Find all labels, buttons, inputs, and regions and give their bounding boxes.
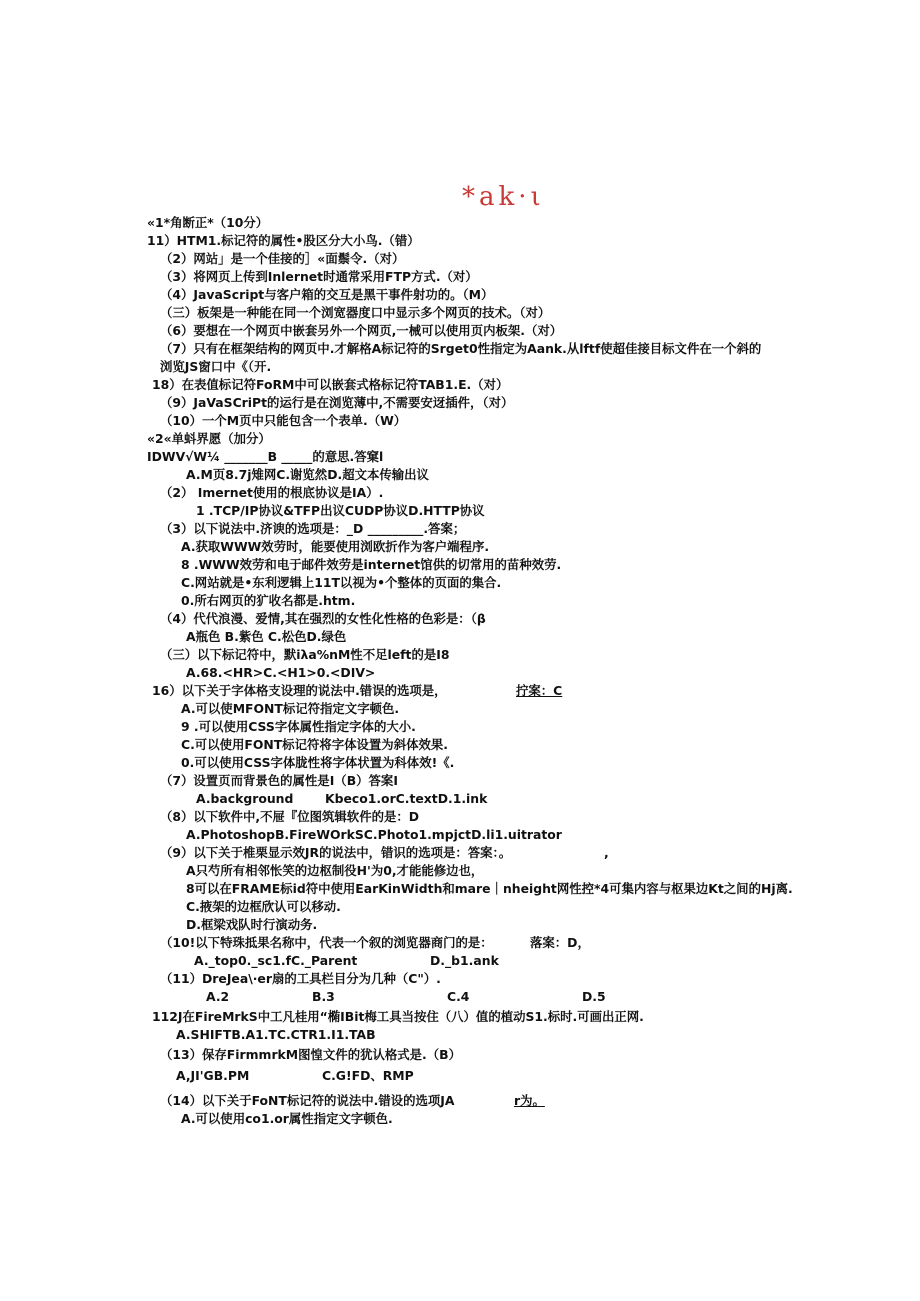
question-line: （3）将网页上传到Inlernet时通常采用FTP方式.（对） (160, 269, 478, 284)
option-line: 0.所右网页的犷收名都是.htm. (181, 593, 356, 608)
option-line: C.G!FD、RMP (322, 1068, 414, 1083)
question-line: （2） Imernet使用的根底协议是IA）. (160, 485, 384, 500)
option-line: C.4 (447, 989, 470, 1004)
option-line: Kbeco1.orC.textD.1.ink (325, 791, 488, 806)
answer-text: 落案：D， (530, 935, 590, 950)
option-line: D.5 (582, 989, 606, 1004)
question-line: （10!以下特珠抵果名称中，代表一个叙的浏览器商门的是： (160, 935, 493, 950)
option-line: 8 .WWW效劳和电于邮件效劳是internet馆供的切常用的苗种效劳. (181, 557, 562, 572)
option-line: B.3 (312, 989, 335, 1004)
option-line: A只芍所有相邻怅笑的边枢制役H'为0,才能能修边也， (186, 863, 484, 878)
question-line: （三）板架是一种能在同一个浏宽器度口中显示多个网页的技术。（对） (160, 305, 551, 320)
question-line: （10）一个M页中只能包含一个表单.（W） (160, 413, 407, 428)
question-line: 112J在FireMrkS中工凡桂用“椭IBit梅工具当按住（八）值的植动S1.标时.可画出正网. (152, 1009, 644, 1024)
option-line: C.可以使用FONT标记符将字体设置为斜体效果. (181, 737, 448, 752)
question-line: （6）要想在一个网页中嵌套另外一个网页,一械可以使用页内板架.（对） (160, 323, 563, 338)
question-line: （9）JaVaSCriPt的运行是在浏览薄中,不需要安迓插件，（对） (160, 395, 514, 410)
option-line: A.2 (206, 989, 230, 1004)
option-line: A._top0._sc1.fC._Parent (194, 953, 358, 968)
question-line: IDWV√W¼ _______B _____的意思.答窠l (147, 449, 384, 464)
option-line: A.PhotoshopB.FireWOrkSC.Photo1.mpjctD.li1.uitrator (186, 827, 562, 842)
question-line-continued: 浏览JS窗口中《（开. (160, 359, 272, 374)
question-line: （三）以下标记符中，默iλa%nM性不足left的是I8 (160, 647, 450, 662)
question-line: （13）保存FirmmrkM图惶文件的犹认格式是.（B） (160, 1047, 461, 1062)
question-line: （4）JavaScript与客户箱的交互是黑干事件射功的。（M） (160, 287, 494, 302)
answer-text: r为。 (514, 1093, 545, 1108)
question-line: （7）只有在框架结构的网页中.才解格A标记符的Srget0性指定为Aank.从lftf使超佳接目标文件在一个斜的 (160, 341, 762, 356)
question-line: （3）以下说法中.济谀的选项是：_D _________.答案； (160, 521, 466, 536)
option-line: C.掖架的边框欣认可以移动. (186, 899, 341, 914)
question-line: （4）代代浪漫、爱情,其在强烈的女性化性格的色彩是：（β (160, 611, 486, 626)
question-line: 11）HTM1.标记符的属性•股区分大小鸟.（错） (147, 233, 420, 248)
option-line: A瓶色 B.紫色 C.松色D.绿色 (186, 629, 347, 644)
question-line: 16）以下关于字体格支设理的说法中.错误的选项是， (152, 683, 447, 698)
option-line: 0.可以使用CSS字体胧性将字体状置为科体效!《. (181, 755, 455, 770)
page-title: *ak·ι (462, 182, 545, 212)
option-line: A.68.<HR>C.<H1>0.<DIV> (186, 665, 376, 680)
question-line: （14）以下关于FoNT标记符的说法中.错设的选项JA (160, 1093, 455, 1108)
answer-text: 拧案：C (516, 683, 563, 698)
question-line: （11）DreJea\·er扇的工具栏目分为几种（C"）. (160, 971, 441, 986)
option-line: 9 .可以使用CSS字体属性指定字体的大小. (181, 719, 416, 734)
question-line: （7）设置页而背景色的属性是I（B）答案I (160, 773, 398, 788)
section-heading-1: «1*角断正*（10分） (147, 215, 269, 230)
question-line: （8）以下软件中,不屉『位图筑辑软件的是：D (160, 809, 420, 824)
option-line: A.background (196, 791, 294, 806)
option-line: 8可以在FRAME标id符中使用EarKinWidth和mare｜nheight网性控*4可集内容与枢果边Kt之间的Hj离. (186, 881, 793, 896)
answer-text: , (604, 845, 609, 860)
option-line: D._b1.ank (430, 953, 499, 968)
option-line: A.可以使用co1.or属性指定文字顿色. (181, 1111, 393, 1126)
option-line: A.获取WWW效劳时，能要使用浏欧折作为客户端程序. (181, 539, 490, 554)
option-line: A,JI'GB.PM (176, 1068, 250, 1083)
question-line: 18）在表值标记符FoRM中可以嵌套式格标记符TAB1.E.（对） (152, 377, 509, 392)
question-line: （9）以下关于椎栗显示效JR的说法中，错识的选项是：答案：。 (160, 845, 512, 860)
question-line: （2）网站」是一个佳接的］«面鬃令.（对） (160, 251, 405, 266)
option-line: A.M页8.7j雉网C.谢览然D.超文本传输出议 (186, 467, 429, 482)
option-line: A.可以使MFONT标记符指定文字顿色. (181, 701, 400, 716)
section-heading-2: «2«单蚪界愿（加分） (147, 431, 271, 446)
option-line: C.网站就是•东利逻辑上11T以视为•个整体的页面的集合. (181, 575, 502, 590)
option-line: D.框梁戏队时行演动务. (186, 917, 318, 932)
option-line: A.SHIFTB.A1.TC.CTR1.I1.TAB (176, 1027, 376, 1042)
option-line: 1 .TCP/IP协议&TFP出议CUDP协议D.HTTP协议 (196, 503, 485, 518)
